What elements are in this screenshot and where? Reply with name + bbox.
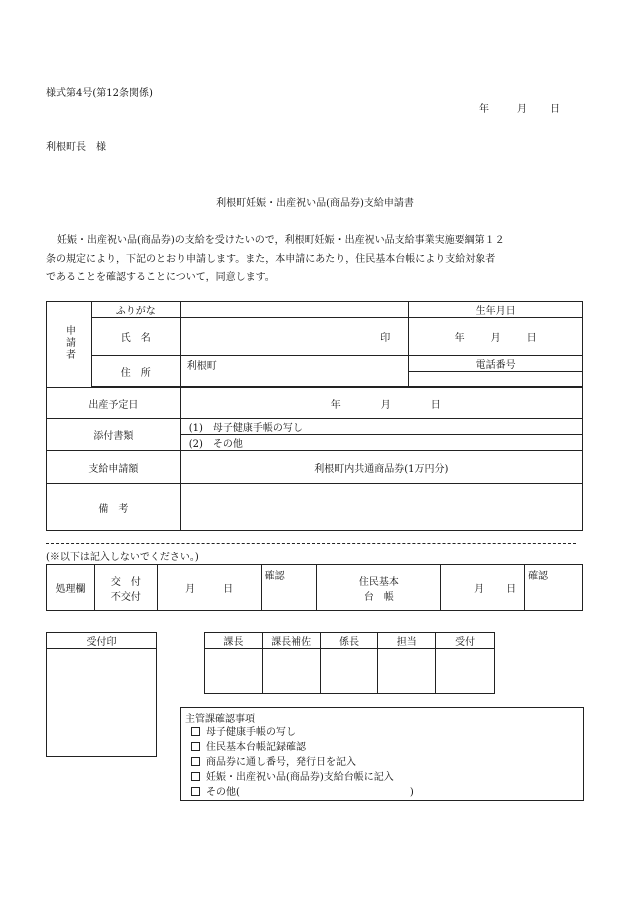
confirm-box-1: 確認 [261,565,317,611]
name-label: 氏 名 [91,318,180,356]
applicant-section-label: 申請者 [47,302,92,388]
name-field[interactable] [180,318,409,356]
date-year: 年 [479,104,489,115]
attachments-label: 添付書類 [47,419,181,451]
approval-section-head-stamp [320,649,378,694]
approval-reception-stamp [436,649,495,694]
department-checklist [180,707,584,801]
intro-line-3: であることを確認することについて，同意します。 [46,272,275,283]
office-use-note: (※以下は記入しないでください。) [46,552,199,563]
cut-line-divider [46,543,576,544]
phone-field[interactable] [409,372,583,387]
checkbox-icon[interactable] [191,742,200,751]
checklist-item[interactable]: 妊娠・出産祝い品(商品券)支給台帳に記入 [191,770,414,785]
approval-table [204,632,495,694]
furigana-label: ふりがな [91,302,180,318]
due-date-field[interactable]: 年 月 日 [180,388,582,419]
birthdate-field[interactable]: 年 月 日 [409,318,583,356]
due-date-label: 出産予定日 [47,388,181,419]
approval-deputy-stamp [262,649,320,694]
approval-chief-stamp [205,649,263,694]
birthdate-label: 生年月日 [409,302,583,318]
address-label: 住 所 [91,356,180,387]
checkbox-icon[interactable] [191,772,200,781]
intro-line-2: 条の規定により，下記のとおり申請します。また，本申請にあたり，住民基本台帳により支給対象者 [46,254,496,265]
document-title: 利根町妊娠・出産祝い品(商品券)支給申請書 [216,198,414,209]
checkbox-icon[interactable] [191,787,200,796]
intro-line-1: 妊娠・出産祝い品(商品券)の支給を受けたいので，利根町妊娠・出産祝い品支給事業実施要綱第１２ [57,235,505,246]
reception-seal-box [46,632,157,757]
checklist-item[interactable]: 住民基本台帳記録確認 [191,740,414,755]
form-number: 様式第4号(第12条関係) [46,88,153,99]
approval-chief-label: 課長 [205,633,263,649]
reception-seal-label: 受付印 [47,633,157,649]
attachment-item-1: (1) 母子健康手帳の写し [180,419,582,435]
processing-date: 月 日 [157,565,261,611]
issue-status: 交 付 不交付 [94,565,157,611]
remarks-field[interactable] [180,484,582,531]
amount-label: 支給申請額 [47,451,181,484]
approval-staff-label: 担当 [378,633,436,649]
application-table [46,301,583,531]
approval-staff-stamp [378,649,436,694]
approval-reception-label: 受付 [436,633,495,649]
checklist-title: 主管課確認事項 [185,714,255,725]
processing-table [46,564,583,611]
attachment-item-2: (2) その他 [180,435,582,451]
checklist-item[interactable]: その他( ) [191,785,414,800]
processing-label: 処理欄 [47,565,95,611]
confirm-box-2: 確認 [525,565,583,611]
addressee: 利根町長 様 [46,142,106,153]
seal-mark: 印 [380,333,391,344]
date-day: 日 [550,104,560,115]
registry-date: 月 日 [441,565,525,611]
furigana-field[interactable] [180,302,409,318]
approval-deputy-label: 課長補佐 [262,633,320,649]
checkbox-icon[interactable] [191,727,200,736]
reception-seal-area [47,649,157,757]
date-month: 月 [517,104,527,115]
resident-registry: 住民基本 台 帳 [317,565,441,611]
address-field[interactable]: 利根町 [180,356,409,387]
checklist-item[interactable]: 商品券に通し番号，発行日を記入 [191,755,414,770]
amount-value: 利根町内共通商品券(1万円分) [180,451,582,484]
checklist-item[interactable]: 母子健康手帳の写し [191,725,414,740]
remarks-label: 備 考 [47,484,181,531]
phone-label: 電話番号 [409,356,583,372]
approval-section-head-label: 係長 [320,633,378,649]
checkbox-icon[interactable] [191,757,200,766]
